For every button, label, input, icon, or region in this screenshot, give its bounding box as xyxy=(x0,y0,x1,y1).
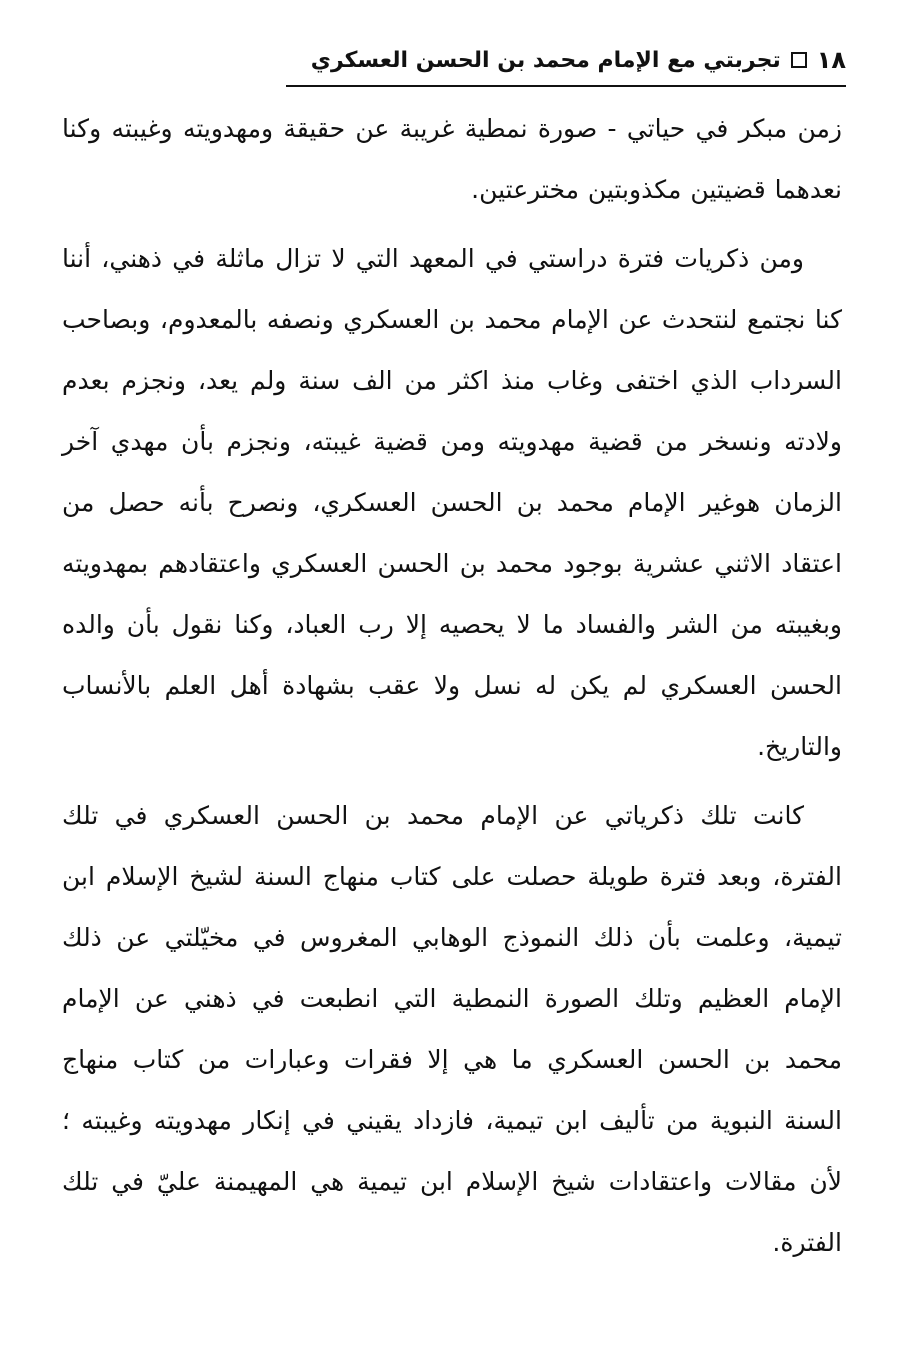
paragraph-memories: ومن ذكريات فترة دراستي في المعهد التي لا تزال ماثلة في ذهني، أننا كنا نجتمع لنتحدث عن الإمام محمد بن العسكري ونصفه بالمعدوم، وبصاحب السرداب الذي اختفى وغاب منذ اكثر من الف سنة ولم يعد، ونجزم بعدم ولادته ونسخر من قضية مهدويته ومن قضية غيبته، ونجزم بأن مهدي آخر الزمان هوغير الإمام محمد بن الحسن العسكري، ونصرح بأنه حصل من اعتقاد الاثني عشرية بوجود محمد بن الحسن العسكري واعتقادهم بمهدويته وبغيبته من الشر والفساد ما لا يحصيه إلا رب العباد، وكنا نقول بأن والده الحسن العسكري لم يكن له نسل ولا عقب بشهادة أهل العلم بالأنساب والتاريخ. xyxy=(62,244,842,761)
running-header xyxy=(286,40,846,80)
page-number: ١٨ xyxy=(816,46,846,74)
page-body xyxy=(62,98,842,1273)
header-divider xyxy=(286,85,846,87)
header-box-icon xyxy=(791,52,807,68)
paragraph-continuation: زمن مبكر في حياتي - صورة نمطية غريبة عن حقيقة ومهدويته وغيبته وكنا نعدهما قضيتين مكذوبتين مخترعتين. xyxy=(62,114,842,204)
paragraph-ibn-taymiyya: كانت تلك ذكرياتي عن الإمام محمد بن الحسن العسكري في تلك الفترة، وبعد فترة طويلة حصلت على كتاب منهاج السنة لشيخ الإسلام ابن تيمية، وعلمت بأن ذلك النموذج الوهابي المغروس في مخيّلتي عن ذلك الإمام العظيم وتلك الصورة النمطية التي انطبعت في ذهني عن الإمام محمد بن الحسن العسكري ما هي إلا فقرات وعبارات من كتاب منهاج السنة النبوية من تأليف ابن تيمية، فازداد يقيني في إنكار مهدويته وغيبته ؛ لأن مقالات واعتقادات شيخ الإسلام ابن تيمية هي المهيمنة عليّ في تلك الفترة. xyxy=(62,801,842,1257)
book-title: تجربتي مع الإمام محمد بن الحسن العسكري xyxy=(310,47,781,73)
